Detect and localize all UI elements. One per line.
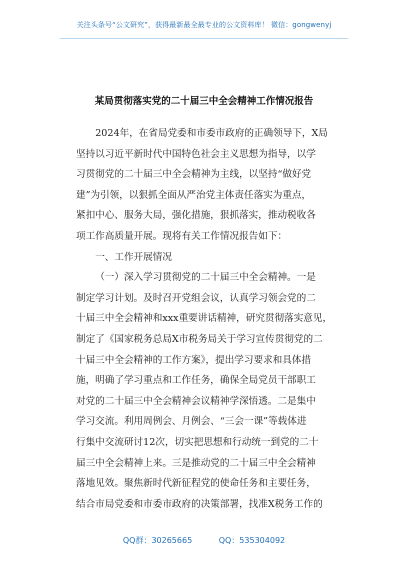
footer-qq: QQ：535304092 bbox=[218, 536, 286, 545]
body-line: 学习交流。利用周例会、月例会、“三会一课”等载体进 bbox=[76, 416, 307, 428]
section-heading: 一、工作开展情况 bbox=[95, 251, 172, 263]
footer-contact bbox=[0, 535, 408, 546]
footer-qq-group: QQ群：30265665 bbox=[122, 536, 193, 545]
header-banner: 关注头条号“公文研究”，获得最新最全最专业的公文资料库！ 微信：gongwenyj bbox=[76, 21, 332, 29]
document-body bbox=[76, 124, 346, 515]
body-line: 习贯彻党的二十届三中全会精神为主线，以坚持“做好党 bbox=[76, 169, 312, 181]
body-line: 建”为引领，以狠抓全面从严治党主体责任落实为重点， bbox=[76, 189, 312, 201]
body-line: 紧扣中心、服务大局，强化措施，狠抓落实，推动税收各 bbox=[76, 210, 316, 222]
header-divider bbox=[60, 38, 348, 39]
body-line: 施，明确了学习重点和工作任务，确保全局党员干部职工 bbox=[76, 375, 316, 387]
body-line: 2024年，在省局党委和市委市政府的正确领导下，X局 bbox=[95, 128, 328, 139]
body-line: 行集中交流研讨12次，切实把思想和行动统一到党的二十 bbox=[76, 436, 319, 448]
document-title: 某局贯彻落实党的二十届三中全会精神工作情况报告 bbox=[94, 96, 314, 107]
body-line: 项工作高质量开展。现将有关工作情况报告如下： bbox=[76, 230, 288, 242]
body-line: （一）深入学习贯彻党的二十届三中全会精神。一是 bbox=[95, 272, 316, 284]
body-line: 十届三中全会精神和xxx重要讲话精神，研究贯彻落实意见， bbox=[76, 313, 333, 325]
body-line: 结合市局党委和市委市政府的决策部署，找准X税务工作的 bbox=[76, 498, 323, 510]
body-line: 制定学习计划。及时召开党组会议，认真学习领会党的二 bbox=[76, 292, 316, 304]
body-line: 制定了《国家税务总局X市税务局关于学习宣传贯彻党的二 bbox=[76, 333, 323, 345]
body-line: 落地见效。聚焦新时代新征程党的使命任务和主要任务， bbox=[76, 478, 316, 490]
body-line: 届三中全会精神上来。三是推动党的二十届三中全会精神 bbox=[76, 457, 316, 469]
body-line: 十届三中全会精神的工作方案》，提出学习要求和具体措 bbox=[76, 354, 312, 366]
body-line: 对党的二十届三中全会精神会议精神学深悟透。二是集中 bbox=[76, 395, 316, 407]
body-line: 坚持以习近平新时代中国特色社会主义思想为指导，以学 bbox=[76, 148, 316, 160]
